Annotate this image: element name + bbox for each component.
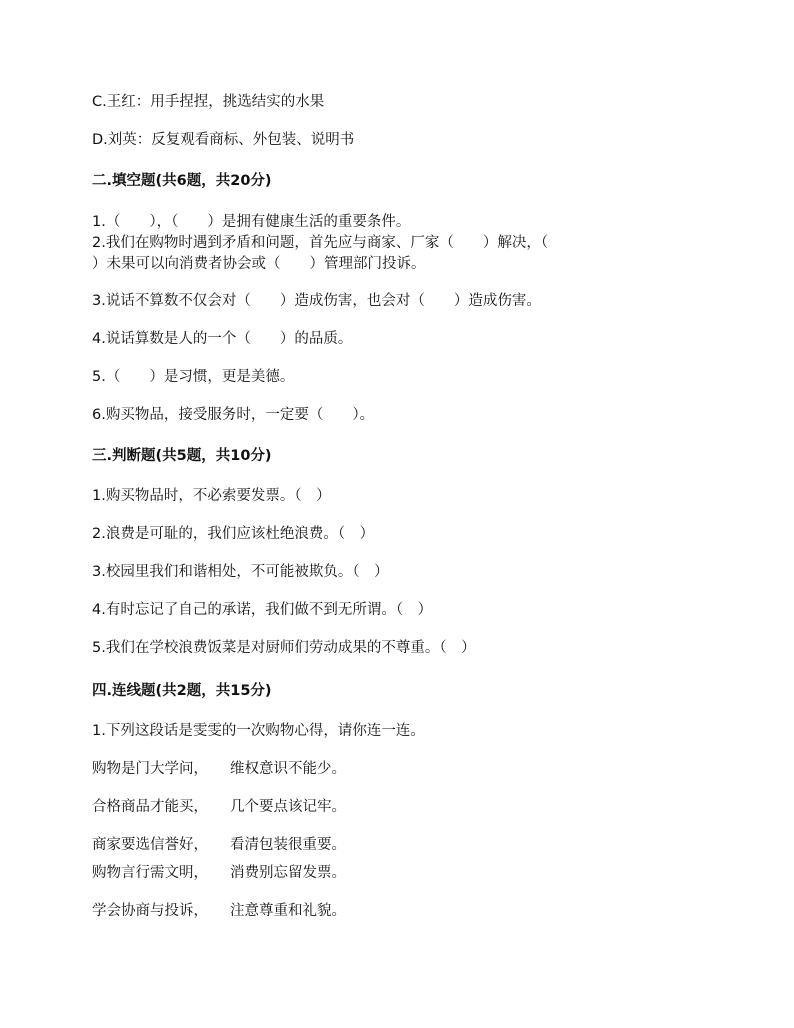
matching-right-5: 注意尊重和礼貌。 <box>230 903 346 919</box>
matching-right-3: 看清包装很重要。 <box>230 837 346 853</box>
true-false-item-1: 1.购买物品时，不必索要发票。（ ） <box>92 488 331 504</box>
matching-left-1: 购物是门大学问， <box>92 761 208 777</box>
matching-left-2: 合格商品才能买， <box>92 799 208 815</box>
option-c: C.王红：用手捏捏，挑选结实的水果 <box>92 94 325 110</box>
matching-left-3: 商家要选信誉好， <box>92 837 208 853</box>
matching-right-4: 消费别忘留发票。 <box>230 865 346 881</box>
matching-pair-1 <box>92 759 346 779</box>
matching-intro: 1.下列这段话是雯雯的一次购物心得，请你连一连。 <box>92 723 425 739</box>
matching-pair-4 <box>92 863 346 883</box>
section-title-matching: 四.连线题(共2题，共15分) <box>92 683 272 699</box>
matching-pair-3 <box>92 835 346 855</box>
matching-pair-2 <box>92 797 346 817</box>
matching-left-5: 学会协商与投诉， <box>92 903 208 919</box>
true-false-item-3: 3.校园里我们和谐相处，不可能被欺负。（ ） <box>92 564 389 580</box>
fill-blank-item-4: 4.说话算数是人的一个（ ）的品质。 <box>92 331 353 347</box>
matching-right-1: 维权意识不能少。 <box>230 761 346 777</box>
matching-left-4: 购物言行需文明， <box>92 865 208 881</box>
fill-blank-item-2-cont: ）未果可以向消费者协会或（ ）管理部门投诉。 <box>92 256 426 272</box>
option-d: D.刘英：反复观看商标、外包装、说明书 <box>92 132 355 148</box>
true-false-item-4: 4.有时忘记了自己的承诺，我们做不到无所谓。（ ） <box>92 602 433 618</box>
fill-blank-item-1: 1.（ ），（ ）是拥有健康生活的重要条件。 <box>92 214 411 230</box>
true-false-item-5: 5.我们在学校浪费饭菜是对厨师们劳动成果的不尊重。（ ） <box>92 640 476 656</box>
section-title-true-false: 三.判断题(共5题，共10分) <box>92 448 272 464</box>
true-false-item-2: 2.浪费是可耻的，我们应该杜绝浪费。（ ） <box>92 526 375 542</box>
fill-blank-item-5: 5.（ ）是习惯，更是美德。 <box>92 369 295 385</box>
matching-right-2: 几个要点该记牢。 <box>230 799 346 815</box>
matching-pair-5 <box>92 901 346 921</box>
fill-blank-item-2: 2.我们在购物时遇到矛盾和问题，首先应与商家、厂家（ ）解决，（ <box>92 235 549 251</box>
fill-blank-item-6: 6.购买物品，接受服务时，一定要（ ）。 <box>92 407 375 423</box>
section-title-fill-blank: 二.填空题(共6题，共20分) <box>92 173 272 189</box>
fill-blank-item-3: 3.说话不算数不仅会对（ ）造成伤害，也会对（ ）造成伤害。 <box>92 293 541 309</box>
